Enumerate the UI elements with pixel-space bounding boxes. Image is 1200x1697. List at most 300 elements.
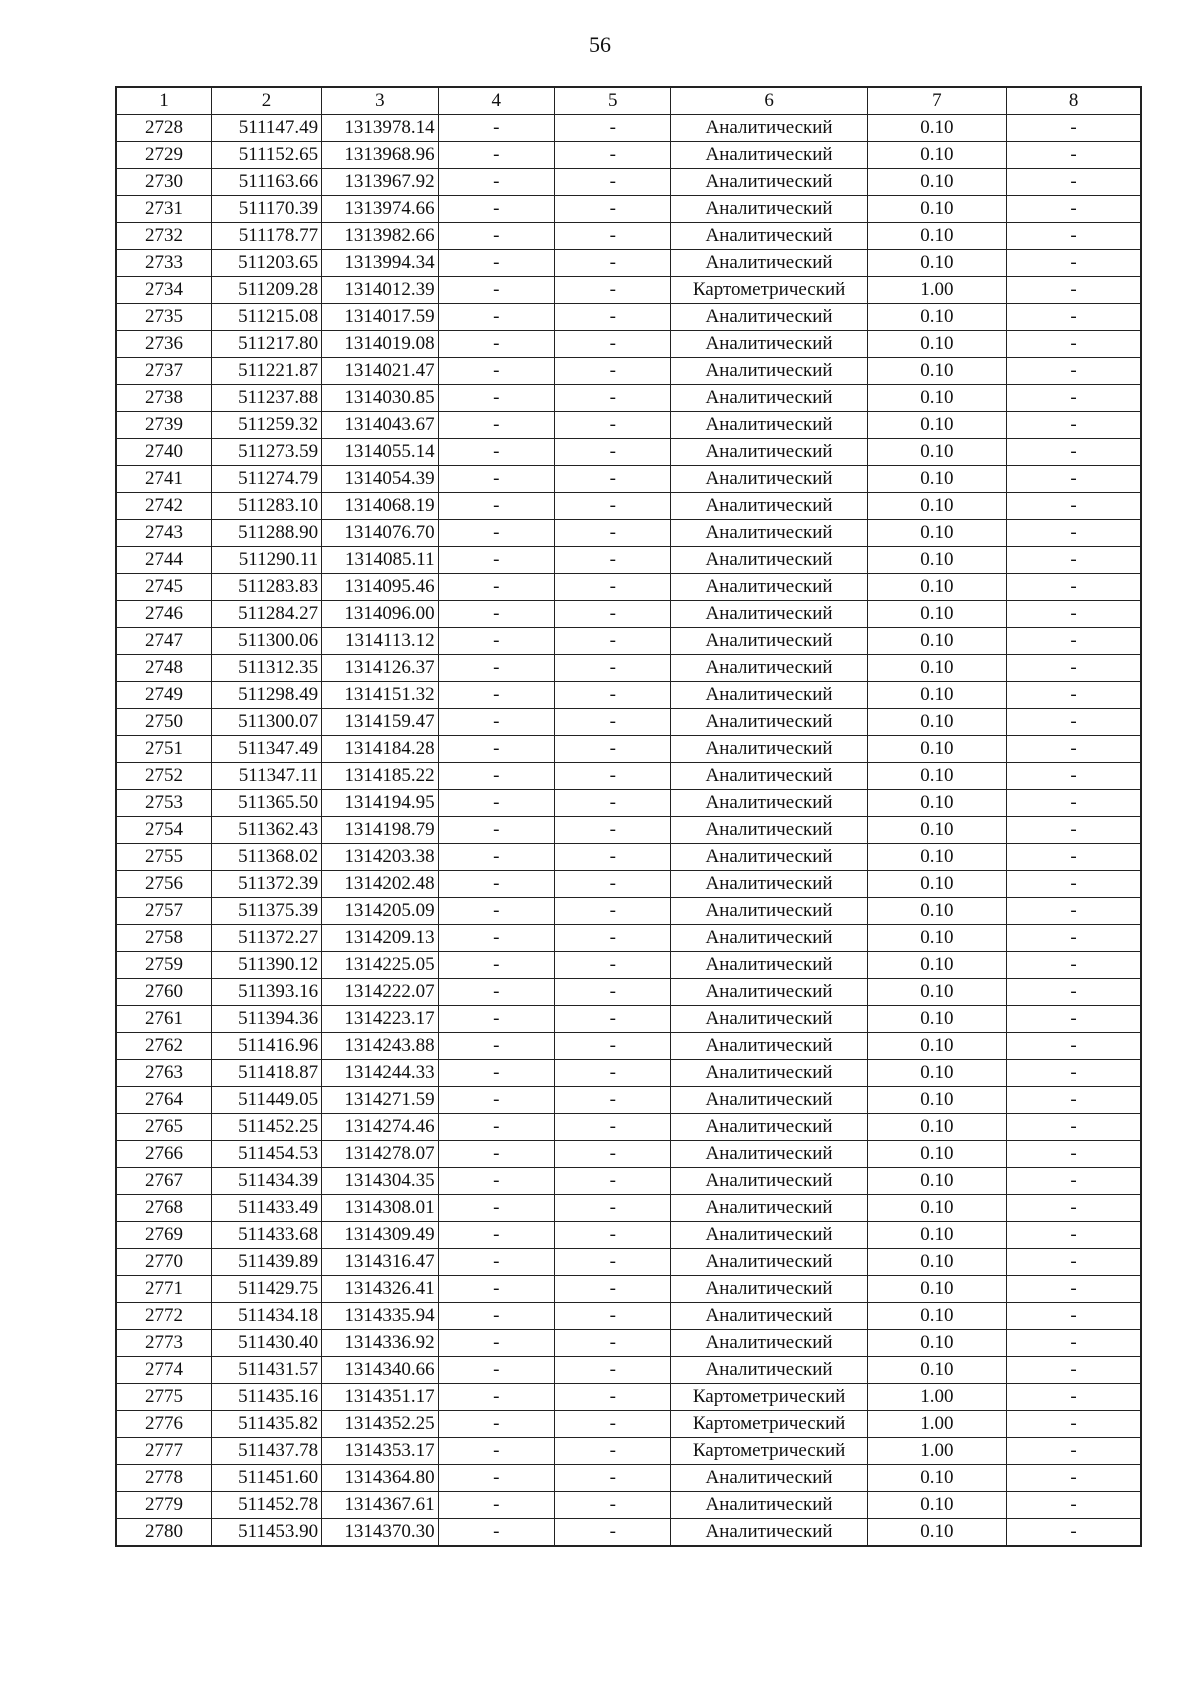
- cell-col5-value: -: [555, 250, 671, 277]
- cell-col5-value: -: [555, 1411, 671, 1438]
- cell-col4-value: -: [438, 547, 554, 574]
- cell-x-coordinate: 511217.80: [211, 331, 321, 358]
- cell-col8-value: -: [1007, 1033, 1141, 1060]
- cell-col8-value: -: [1007, 547, 1141, 574]
- table-row: [116, 1330, 1141, 1357]
- cell-col5-value: -: [555, 1033, 671, 1060]
- cell-col5-value: -: [555, 817, 671, 844]
- cell-col4-value: -: [438, 1384, 554, 1411]
- cell-point-number: 2764: [116, 1087, 211, 1114]
- cell-x-coordinate: 511147.49: [211, 115, 321, 142]
- cell-col5-value: -: [555, 1465, 671, 1492]
- cell-col5-value: -: [555, 601, 671, 628]
- cell-accuracy: 0.10: [867, 1168, 1007, 1195]
- cell-col8-value: -: [1007, 655, 1141, 682]
- cell-y-coordinate: 1314096.00: [322, 601, 438, 628]
- cell-accuracy: 0.10: [867, 844, 1007, 871]
- cell-col4-value: -: [438, 844, 554, 871]
- cell-point-number: 2731: [116, 196, 211, 223]
- cell-y-coordinate: 1314030.85: [322, 385, 438, 412]
- table-row: [116, 1141, 1141, 1168]
- table-row: [116, 871, 1141, 898]
- cell-point-number: 2737: [116, 358, 211, 385]
- cell-accuracy: 0.10: [867, 466, 1007, 493]
- cell-col8-value: -: [1007, 1357, 1141, 1384]
- cell-col4-value: -: [438, 979, 554, 1006]
- cell-col4-value: -: [438, 250, 554, 277]
- cell-x-coordinate: 511372.27: [211, 925, 321, 952]
- table-row: [116, 763, 1141, 790]
- cell-y-coordinate: 1314203.38: [322, 844, 438, 871]
- cell-x-coordinate: 511283.10: [211, 493, 321, 520]
- cell-method: Аналитический: [671, 520, 867, 547]
- cell-accuracy: 0.10: [867, 655, 1007, 682]
- cell-col4-value: -: [438, 871, 554, 898]
- cell-method: Аналитический: [671, 682, 867, 709]
- cell-col4-value: -: [438, 1465, 554, 1492]
- cell-col4-value: -: [438, 1249, 554, 1276]
- cell-x-coordinate: 511163.66: [211, 169, 321, 196]
- cell-accuracy: 0.10: [867, 1357, 1007, 1384]
- cell-y-coordinate: 1314225.05: [322, 952, 438, 979]
- table-row: [116, 817, 1141, 844]
- table-row: [116, 1357, 1141, 1384]
- cell-point-number: 2743: [116, 520, 211, 547]
- cell-col8-value: -: [1007, 601, 1141, 628]
- cell-point-number: 2755: [116, 844, 211, 871]
- cell-col8-value: -: [1007, 196, 1141, 223]
- cell-accuracy: 0.10: [867, 1195, 1007, 1222]
- cell-y-coordinate: 1314244.33: [322, 1060, 438, 1087]
- cell-point-number: 2736: [116, 331, 211, 358]
- cell-x-coordinate: 511221.87: [211, 358, 321, 385]
- cell-col4-value: -: [438, 898, 554, 925]
- cell-x-coordinate: 511203.65: [211, 250, 321, 277]
- cell-y-coordinate: 1314367.61: [322, 1492, 438, 1519]
- cell-col8-value: -: [1007, 1168, 1141, 1195]
- cell-col4-value: -: [438, 655, 554, 682]
- cell-method: Аналитический: [671, 763, 867, 790]
- cell-accuracy: 0.10: [867, 1060, 1007, 1087]
- cell-col4-value: -: [438, 142, 554, 169]
- cell-y-coordinate: 1314198.79: [322, 817, 438, 844]
- cell-method: Аналитический: [671, 1357, 867, 1384]
- cell-method: Аналитический: [671, 817, 867, 844]
- cell-col5-value: -: [555, 898, 671, 925]
- cell-col8-value: -: [1007, 331, 1141, 358]
- header-cell-col4: 4: [438, 87, 554, 115]
- cell-point-number: 2754: [116, 817, 211, 844]
- cell-col5-value: -: [555, 1087, 671, 1114]
- cell-accuracy: 0.10: [867, 520, 1007, 547]
- cell-col5-value: -: [555, 142, 671, 169]
- cell-x-coordinate: 511451.60: [211, 1465, 321, 1492]
- cell-accuracy: 0.10: [867, 871, 1007, 898]
- table-row: [116, 466, 1141, 493]
- cell-point-number: 2775: [116, 1384, 211, 1411]
- cell-method: Аналитический: [671, 709, 867, 736]
- cell-x-coordinate: 511435.82: [211, 1411, 321, 1438]
- cell-x-coordinate: 511298.49: [211, 682, 321, 709]
- cell-method: Аналитический: [671, 1303, 867, 1330]
- table-row: [116, 412, 1141, 439]
- cell-point-number: 2773: [116, 1330, 211, 1357]
- cell-col4-value: -: [438, 1357, 554, 1384]
- cell-col4-value: -: [438, 682, 554, 709]
- cell-col5-value: -: [555, 871, 671, 898]
- table-row: [116, 1303, 1141, 1330]
- cell-method: Картометрический: [671, 277, 867, 304]
- cell-method: Картометрический: [671, 1438, 867, 1465]
- header-cell-col2: 2: [211, 87, 321, 115]
- cell-method: Аналитический: [671, 979, 867, 1006]
- cell-col8-value: -: [1007, 439, 1141, 466]
- cell-point-number: 2738: [116, 385, 211, 412]
- table-row: [116, 682, 1141, 709]
- cell-col5-value: -: [555, 1384, 671, 1411]
- cell-accuracy: 0.10: [867, 1303, 1007, 1330]
- cell-y-coordinate: 1314274.46: [322, 1114, 438, 1141]
- table-row: [116, 358, 1141, 385]
- cell-method: Аналитический: [671, 385, 867, 412]
- cell-x-coordinate: 511452.25: [211, 1114, 321, 1141]
- cell-x-coordinate: 511430.40: [211, 1330, 321, 1357]
- cell-y-coordinate: 1314304.35: [322, 1168, 438, 1195]
- table-row: [116, 1411, 1141, 1438]
- cell-x-coordinate: 511283.83: [211, 574, 321, 601]
- cell-point-number: 2732: [116, 223, 211, 250]
- cell-col5-value: -: [555, 223, 671, 250]
- cell-col5-value: -: [555, 952, 671, 979]
- table-row: [116, 1519, 1141, 1547]
- cell-point-number: 2780: [116, 1519, 211, 1547]
- cell-col8-value: -: [1007, 385, 1141, 412]
- table-row: [116, 385, 1141, 412]
- cell-col5-value: -: [555, 412, 671, 439]
- cell-col5-value: -: [555, 1303, 671, 1330]
- cell-method: Аналитический: [671, 169, 867, 196]
- cell-y-coordinate: 1314209.13: [322, 925, 438, 952]
- cell-accuracy: 0.10: [867, 1222, 1007, 1249]
- cell-method: Аналитический: [671, 1168, 867, 1195]
- cell-col4-value: -: [438, 493, 554, 520]
- cell-col5-value: -: [555, 844, 671, 871]
- cell-col4-value: -: [438, 412, 554, 439]
- cell-method: Аналитический: [671, 1465, 867, 1492]
- cell-y-coordinate: 1314151.32: [322, 682, 438, 709]
- table-row: [116, 925, 1141, 952]
- cell-col8-value: -: [1007, 169, 1141, 196]
- cell-col5-value: -: [555, 790, 671, 817]
- cell-col8-value: -: [1007, 1411, 1141, 1438]
- cell-point-number: 2733: [116, 250, 211, 277]
- cell-accuracy: 0.10: [867, 1087, 1007, 1114]
- table-row: [116, 844, 1141, 871]
- cell-col5-value: -: [555, 1168, 671, 1195]
- cell-y-coordinate: 1313967.92: [322, 169, 438, 196]
- cell-point-number: 2753: [116, 790, 211, 817]
- cell-y-coordinate: 1313968.96: [322, 142, 438, 169]
- cell-point-number: 2772: [116, 1303, 211, 1330]
- cell-point-number: 2768: [116, 1195, 211, 1222]
- cell-y-coordinate: 1314185.22: [322, 763, 438, 790]
- cell-col4-value: -: [438, 1195, 554, 1222]
- cell-y-coordinate: 1314019.08: [322, 331, 438, 358]
- cell-accuracy: 0.10: [867, 574, 1007, 601]
- table-row: [116, 277, 1141, 304]
- cell-col8-value: -: [1007, 925, 1141, 952]
- cell-point-number: 2746: [116, 601, 211, 628]
- cell-col8-value: -: [1007, 223, 1141, 250]
- cell-accuracy: 0.10: [867, 790, 1007, 817]
- cell-point-number: 2760: [116, 979, 211, 1006]
- header-cell-col6: 6: [671, 87, 867, 115]
- cell-col5-value: -: [555, 331, 671, 358]
- cell-col8-value: -: [1007, 736, 1141, 763]
- table-row: [116, 1114, 1141, 1141]
- cell-method: Аналитический: [671, 493, 867, 520]
- table-row: [116, 1087, 1141, 1114]
- cell-col8-value: -: [1007, 898, 1141, 925]
- table-row: [116, 1384, 1141, 1411]
- cell-col5-value: -: [555, 979, 671, 1006]
- cell-method: Аналитический: [671, 601, 867, 628]
- cell-col8-value: -: [1007, 1141, 1141, 1168]
- cell-col8-value: -: [1007, 304, 1141, 331]
- table-row: [116, 142, 1141, 169]
- cell-col5-value: -: [555, 1519, 671, 1547]
- cell-x-coordinate: 511300.07: [211, 709, 321, 736]
- cell-col4-value: -: [438, 763, 554, 790]
- cell-point-number: 2730: [116, 169, 211, 196]
- cell-col5-value: -: [555, 385, 671, 412]
- table-row: [116, 1276, 1141, 1303]
- header-cell-col7: 7: [867, 87, 1007, 115]
- cell-method: Аналитический: [671, 952, 867, 979]
- cell-col8-value: -: [1007, 844, 1141, 871]
- cell-col5-value: -: [555, 466, 671, 493]
- cell-x-coordinate: 511439.89: [211, 1249, 321, 1276]
- table-row: [116, 628, 1141, 655]
- cell-col8-value: -: [1007, 277, 1141, 304]
- cell-method: Аналитический: [671, 574, 867, 601]
- cell-y-coordinate: 1314068.19: [322, 493, 438, 520]
- cell-accuracy: 0.10: [867, 709, 1007, 736]
- cell-x-coordinate: 511434.39: [211, 1168, 321, 1195]
- cell-x-coordinate: 511372.39: [211, 871, 321, 898]
- cell-col8-value: -: [1007, 142, 1141, 169]
- cell-y-coordinate: 1314126.37: [322, 655, 438, 682]
- cell-col8-value: -: [1007, 709, 1141, 736]
- cell-x-coordinate: 511347.49: [211, 736, 321, 763]
- cell-col4-value: -: [438, 115, 554, 142]
- table-header: [116, 87, 1141, 115]
- cell-method: Аналитический: [671, 1006, 867, 1033]
- cell-accuracy: 0.10: [867, 142, 1007, 169]
- table-row: [116, 520, 1141, 547]
- cell-col8-value: -: [1007, 412, 1141, 439]
- cell-point-number: 2763: [116, 1060, 211, 1087]
- cell-point-number: 2729: [116, 142, 211, 169]
- cell-col5-value: -: [555, 277, 671, 304]
- cell-method: Аналитический: [671, 898, 867, 925]
- cell-method: Аналитический: [671, 1276, 867, 1303]
- cell-x-coordinate: 511368.02: [211, 844, 321, 871]
- cell-point-number: 2744: [116, 547, 211, 574]
- cell-col8-value: -: [1007, 763, 1141, 790]
- cell-method: Аналитический: [671, 250, 867, 277]
- cell-y-coordinate: 1314335.94: [322, 1303, 438, 1330]
- cell-col5-value: -: [555, 1114, 671, 1141]
- table-row: [116, 952, 1141, 979]
- cell-x-coordinate: 511453.90: [211, 1519, 321, 1547]
- cell-col5-value: -: [555, 1276, 671, 1303]
- cell-x-coordinate: 511178.77: [211, 223, 321, 250]
- cell-x-coordinate: 511274.79: [211, 466, 321, 493]
- cell-point-number: 2770: [116, 1249, 211, 1276]
- cell-method: Аналитический: [671, 871, 867, 898]
- cell-y-coordinate: 1314340.66: [322, 1357, 438, 1384]
- cell-accuracy: 0.10: [867, 1141, 1007, 1168]
- cell-col8-value: -: [1007, 682, 1141, 709]
- cell-col4-value: -: [438, 196, 554, 223]
- cell-accuracy: 0.10: [867, 1519, 1007, 1547]
- cell-col8-value: -: [1007, 1276, 1141, 1303]
- cell-method: Аналитический: [671, 1195, 867, 1222]
- cell-method: Аналитический: [671, 196, 867, 223]
- cell-y-coordinate: 1314278.07: [322, 1141, 438, 1168]
- cell-point-number: 2761: [116, 1006, 211, 1033]
- cell-accuracy: 0.10: [867, 628, 1007, 655]
- cell-x-coordinate: 511209.28: [211, 277, 321, 304]
- page-number: 56: [589, 32, 611, 57]
- table-row: [116, 1222, 1141, 1249]
- header-cell-col1: 1: [116, 87, 211, 115]
- cell-col8-value: -: [1007, 1384, 1141, 1411]
- table-row: [116, 898, 1141, 925]
- cell-col8-value: -: [1007, 952, 1141, 979]
- cell-accuracy: 0.10: [867, 304, 1007, 331]
- cell-point-number: 2728: [116, 115, 211, 142]
- cell-col8-value: -: [1007, 979, 1141, 1006]
- cell-col5-value: -: [555, 520, 671, 547]
- cell-point-number: 2735: [116, 304, 211, 331]
- cell-point-number: 2752: [116, 763, 211, 790]
- cell-accuracy: 0.10: [867, 763, 1007, 790]
- cell-point-number: 2756: [116, 871, 211, 898]
- cell-point-number: 2741: [116, 466, 211, 493]
- cell-method: Аналитический: [671, 547, 867, 574]
- cell-col5-value: -: [555, 304, 671, 331]
- cell-col4-value: -: [438, 385, 554, 412]
- cell-method: Аналитический: [671, 1222, 867, 1249]
- cell-col8-value: -: [1007, 1195, 1141, 1222]
- cell-method: Аналитический: [671, 1330, 867, 1357]
- cell-x-coordinate: 511452.78: [211, 1492, 321, 1519]
- cell-accuracy: 0.10: [867, 250, 1007, 277]
- cell-y-coordinate: 1314085.11: [322, 547, 438, 574]
- cell-col4-value: -: [438, 1033, 554, 1060]
- cell-method: Аналитический: [671, 439, 867, 466]
- cell-col4-value: -: [438, 1276, 554, 1303]
- cell-point-number: 2739: [116, 412, 211, 439]
- cell-accuracy: 1.00: [867, 1384, 1007, 1411]
- cell-y-coordinate: 1314017.59: [322, 304, 438, 331]
- cell-y-coordinate: 1314309.49: [322, 1222, 438, 1249]
- cell-x-coordinate: 511418.87: [211, 1060, 321, 1087]
- cell-x-coordinate: 511449.05: [211, 1087, 321, 1114]
- cell-accuracy: 0.10: [867, 331, 1007, 358]
- cell-y-coordinate: 1314202.48: [322, 871, 438, 898]
- cell-col4-value: -: [438, 1114, 554, 1141]
- cell-col4-value: -: [438, 304, 554, 331]
- cell-y-coordinate: 1314113.12: [322, 628, 438, 655]
- cell-col4-value: -: [438, 709, 554, 736]
- cell-y-coordinate: 1314205.09: [322, 898, 438, 925]
- cell-accuracy: 0.10: [867, 223, 1007, 250]
- table-row: [116, 1465, 1141, 1492]
- cell-col4-value: -: [438, 466, 554, 493]
- cell-point-number: 2762: [116, 1033, 211, 1060]
- cell-col5-value: -: [555, 439, 671, 466]
- cell-x-coordinate: 511454.53: [211, 1141, 321, 1168]
- cell-method: Аналитический: [671, 358, 867, 385]
- cell-x-coordinate: 511170.39: [211, 196, 321, 223]
- cell-method: Аналитический: [671, 925, 867, 952]
- cell-col5-value: -: [555, 682, 671, 709]
- cell-col8-value: -: [1007, 628, 1141, 655]
- cell-col4-value: -: [438, 169, 554, 196]
- cell-col8-value: -: [1007, 1465, 1141, 1492]
- cell-col4-value: -: [438, 1411, 554, 1438]
- cell-accuracy: 0.10: [867, 1006, 1007, 1033]
- cell-col4-value: -: [438, 358, 554, 385]
- cell-col4-value: -: [438, 952, 554, 979]
- cell-col4-value: -: [438, 1168, 554, 1195]
- cell-accuracy: 1.00: [867, 1438, 1007, 1465]
- cell-col8-value: -: [1007, 115, 1141, 142]
- cell-col4-value: -: [438, 1519, 554, 1547]
- cell-col5-value: -: [555, 763, 671, 790]
- cell-x-coordinate: 511433.68: [211, 1222, 321, 1249]
- cell-col5-value: -: [555, 1060, 671, 1087]
- cell-col4-value: -: [438, 439, 554, 466]
- cell-x-coordinate: 511152.65: [211, 142, 321, 169]
- table-row: [116, 790, 1141, 817]
- cell-method: Аналитический: [671, 1033, 867, 1060]
- cell-x-coordinate: 511393.16: [211, 979, 321, 1006]
- cell-method: Аналитический: [671, 466, 867, 493]
- cell-y-coordinate: 1314194.95: [322, 790, 438, 817]
- cell-point-number: 2774: [116, 1357, 211, 1384]
- table-row: [116, 196, 1141, 223]
- header-row: [116, 87, 1141, 115]
- cell-col5-value: -: [555, 1492, 671, 1519]
- cell-y-coordinate: 1313994.34: [322, 250, 438, 277]
- cell-y-coordinate: 1314054.39: [322, 466, 438, 493]
- cell-col8-value: -: [1007, 790, 1141, 817]
- cell-col5-value: -: [555, 655, 671, 682]
- cell-accuracy: 0.10: [867, 925, 1007, 952]
- cell-col4-value: -: [438, 277, 554, 304]
- table-row: [116, 493, 1141, 520]
- cell-col8-value: -: [1007, 250, 1141, 277]
- cell-method: Аналитический: [671, 142, 867, 169]
- header-cell-col3: 3: [322, 87, 438, 115]
- cell-x-coordinate: 511312.35: [211, 655, 321, 682]
- cell-col8-value: -: [1007, 1330, 1141, 1357]
- table-row: [116, 304, 1141, 331]
